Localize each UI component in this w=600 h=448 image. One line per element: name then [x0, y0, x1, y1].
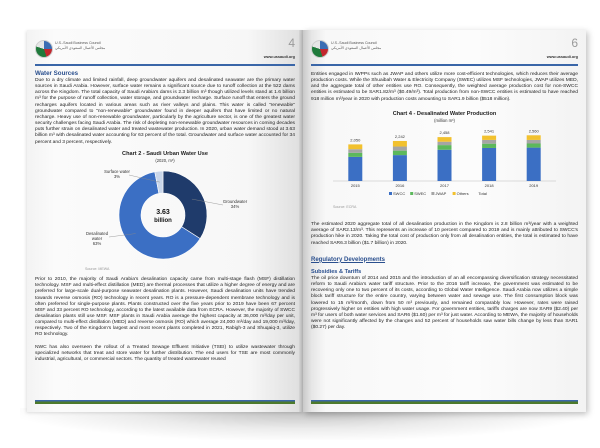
bar-segment-others-2016: [393, 141, 407, 147]
bar-segment-swcc-2019: [527, 147, 541, 180]
chart2-subtitle: (2020, m³): [155, 157, 175, 163]
x-tick-label: 2017: [440, 182, 449, 188]
slice-label: Surface water 3%: [104, 168, 130, 179]
legend-swatch-swec: [410, 192, 413, 195]
legend-label-others: Others: [456, 190, 469, 196]
x-tick-label: 2018: [484, 182, 494, 188]
bar-segment-swcc-2015: [348, 157, 362, 181]
bar-segment-swcc-2018: [482, 148, 496, 181]
slice-label: Desalinated water 63%: [85, 230, 109, 246]
chart4-title: Chart 4 - Desalinated Water Production: [392, 110, 497, 117]
org-name-ar: مجلس الأعمال السعودي الأمريكي: [55, 45, 106, 50]
legend-swatch-jwap: [431, 192, 434, 195]
section-title: Water Sources: [35, 70, 79, 77]
paragraph: The estimated 2020 aggregate total of all desalination production in the Kingdom is 2.8 billion m³/year with a weighted average of SAR2.13/m³. This represents an increase of 10 percent compared to 2019 and is mainly attributed to SWCC's production hike in 2020. Taking the total cost of production only from all desalination entities, the total is estimated to have reached SAR6.3 billion ($1.7 billion) in 2020.: [311, 222, 578, 246]
page-number: 4: [288, 36, 295, 50]
bar-segment-jwap-2015: [348, 149, 362, 153]
donut-center-unit: billion: [154, 217, 172, 224]
header-rule: [35, 64, 295, 66]
header-rule: [311, 64, 578, 66]
bar-segment-jwap-2016: [393, 146, 407, 150]
x-tick-label: 2015: [350, 182, 360, 188]
legend-swatch-swcc: [389, 192, 392, 195]
paragraph: Entities engaged in IWPPs such as JWAP and others utilize more cost-efficient technologies, which reduces their average production costs. While the Shuaibah Water & Electricity Company (SWEC) utilizes MSF technologies, JWAP utilizes MED, and the aggregate total of other entities use RO. Consequently, the weighted average production cost for non-SWCC entities is estimated to be SAR1.82/m³ ($0.49/m³). Total production from non-SWCC entities is estimated to have reached 918 million m³/year in 2020 with production costs amounting to SAR1.9 billion ($518 million).: [311, 72, 578, 102]
legend-swatch-others: [453, 192, 456, 195]
book-shadow: [20, 408, 585, 440]
org-name-en: U.S.-Saudi Business Council: [55, 41, 101, 45]
footer-bar: [311, 400, 578, 404]
page-header: [35, 38, 295, 64]
bar-segment-swcc-2016: [393, 155, 407, 181]
stacked-bar-chart: [311, 123, 578, 201]
slice-label: Groundwater 34%: [222, 198, 248, 209]
left-page: [27, 30, 303, 412]
website-url: www.ussaudi.org: [546, 55, 578, 59]
bar-segment-swec-2015: [348, 153, 362, 157]
bar-segment-swec-2019: [527, 143, 541, 147]
bar-segment-others-2018: [482, 135, 496, 139]
donut-chart: [35, 163, 295, 267]
bar-total-label: 2,541: [484, 128, 495, 134]
bar-segment-jwap-2019: [527, 140, 541, 144]
donut-center-value: 3.63: [156, 208, 170, 216]
page-number: 6: [571, 36, 578, 50]
bar-segment-swec-2017: [438, 145, 452, 150]
bar-segment-swec-2016: [393, 150, 407, 154]
org-name: [331, 41, 381, 50]
paragraph: NWC has also overseen the rollout of a Treated Sewage Effluent Initiative (TSEI) to utilize wastewater through specialized networks that treat and store water for further distribution. The end users for TSE are most commonly industrial, agricultural, or commercial sectors. The quantity of treated wastewater reused: [35, 344, 295, 362]
bar-segment-jwap-2018: [482, 140, 496, 144]
bar-segment-jwap-2017: [438, 141, 452, 144]
paragraph: Due to a dry climate and limited rainfall, deep groundwater aquifers and desalinated seawater are the primary water sources in Saudi Arabia. However, surface water remains a significant source due to runoff collection at the 522 dams across the Kingdom. The total capacity of Saudi Arabia's dams is 2.3 billion m³ though utilized levels stand at 1.6 billion m³ for the purpose of runoff collection, water storage, and groundwater recharge. Surface runoff that enters the ground recharges aquifers located in various areas such as river valleys and plains. This water is called "renewable" groundwater compared to "non-renewable" groundwater found in deeper aquifers that have limited or no natural recharge. Heavy use of non-renewable groundwater, particularly by the agriculture sector, is one of the greatest water security challenges facing Saudi Arabia. The risk of depleting non-renewable groundwater resources in coming decades puts further strain on desalinated water and treated wastewater production. In 2020, urban water demand stood at 3.63 billion m³ with desalinated water accounting for 63 percent of the total. Groundwater and surface water accounted for 34 percent and 3 percent, respectively.: [35, 78, 295, 145]
bar-segment-others-2019: [527, 135, 541, 140]
regulatory-developments-link[interactable]: Regulatory Developments: [311, 256, 386, 263]
chart4-source: Source: ECRA: [333, 204, 357, 209]
bar-total-label: 2,560: [528, 128, 539, 134]
council-logo-icon: [35, 40, 53, 58]
paragraph: The oil price downturn of 2014 and 2015 and the introduction of an all encompassing diversification strategy necessitated reform to Saudi Arabia's water tariff structure. Prior to the 2016 tariff increase, the government was estimated to be recovering only one to two percent of its costs, according to Global Water Intelligence. Saudi Arabia now utilizes a simple block tariff structure for the entire country, varying between water and sewage use. The first consumption block was lowered to 15 m³/month, down from 50 m³ previously, and remained comparably low. However, rates were raised progressively higher on entities with high water usage. For government entities, tariffs charges are now SAR9 ($2.40) per m³ for users of both water services and SAR6 ($1.60) per m³ for just water. According to MEWA, the majority of households were not significantly affected by the changes and 52 percent of households saw water bills change by less than SAR1 ($0.27) per day.: [311, 275, 578, 331]
bar-segment-swcc-2017: [438, 150, 452, 181]
right-page: [303, 30, 586, 412]
chart4-subtitle: (million m³): [434, 117, 455, 123]
website-url: www.ussaudi.org: [263, 55, 295, 59]
donut-slice-groundwater: [163, 171, 207, 239]
council-logo-icon: [311, 40, 329, 58]
bar-segment-others-2017: [438, 137, 452, 142]
subsection-title: Subsidies & Tariffs: [311, 268, 362, 275]
legend-label-swcc: SWCC: [393, 190, 406, 196]
footer-bar: [35, 400, 295, 404]
legend-label-jwap: JWAP: [435, 190, 447, 196]
x-tick-label: 2019: [529, 182, 539, 188]
chart2-source: Source: MEWA: [85, 266, 110, 271]
org-name-ar: مجلس الأعمال السعودي الأمريكي: [331, 45, 382, 50]
left-content: [35, 70, 295, 363]
legend-label-total: Total: [478, 190, 487, 196]
chart2-title: Chart 2 - Saudi Urban Water Use: [122, 150, 208, 157]
right-content: [311, 72, 578, 331]
bar-total-label: 2,242: [394, 133, 405, 139]
x-tick-label: 2016: [395, 182, 405, 188]
org-name-en: U.S.-Saudi Business Council: [331, 41, 377, 45]
org-name: [55, 41, 105, 50]
paragraph: Prior to 2010, the majority of Saudi Arabia's desalination capacity came from multi-stage flash (MSF) distillation technology. MSF and multi-effect distillation (MED) are thermal processes that utilize a higher degree of energy and are preferred for large-scale dual-purpose seawater desalination plants. However, Saudi desalination units have trended towards reverse osmosis (RO) technology in recent years. RO is a pressure-dependent membrane technology and is often preferred for single-purpose plants. Plants constructed over the five years prior to 2019 have been 67 percent MSF and 33 percent RO technology, according to the latest available data from ECRA. However, the majority of SWCC desalination plants still use MSF. MSF plants in Saudi Arabia average the highest capacity at 36,000 m³/day per unit, compared to multi-effect distillation (MED) and reverse osmosis (RO) which average 24,000 m³/day and 19,000 m³/day, respectively. Two of the Kingdom's largest and most recent plants completed in 2021, Rabigh-3 and Shuqaiq-3, utilize RO technology.: [35, 277, 295, 338]
bar-segment-swec-2018: [482, 143, 496, 147]
bar-total-label: 2,458: [439, 129, 450, 135]
legend-label-swec: SWEC: [414, 190, 427, 196]
bar-segment-others-2015: [348, 144, 362, 149]
bar-total-label: 2,050: [350, 137, 361, 143]
page-header: [311, 38, 578, 64]
